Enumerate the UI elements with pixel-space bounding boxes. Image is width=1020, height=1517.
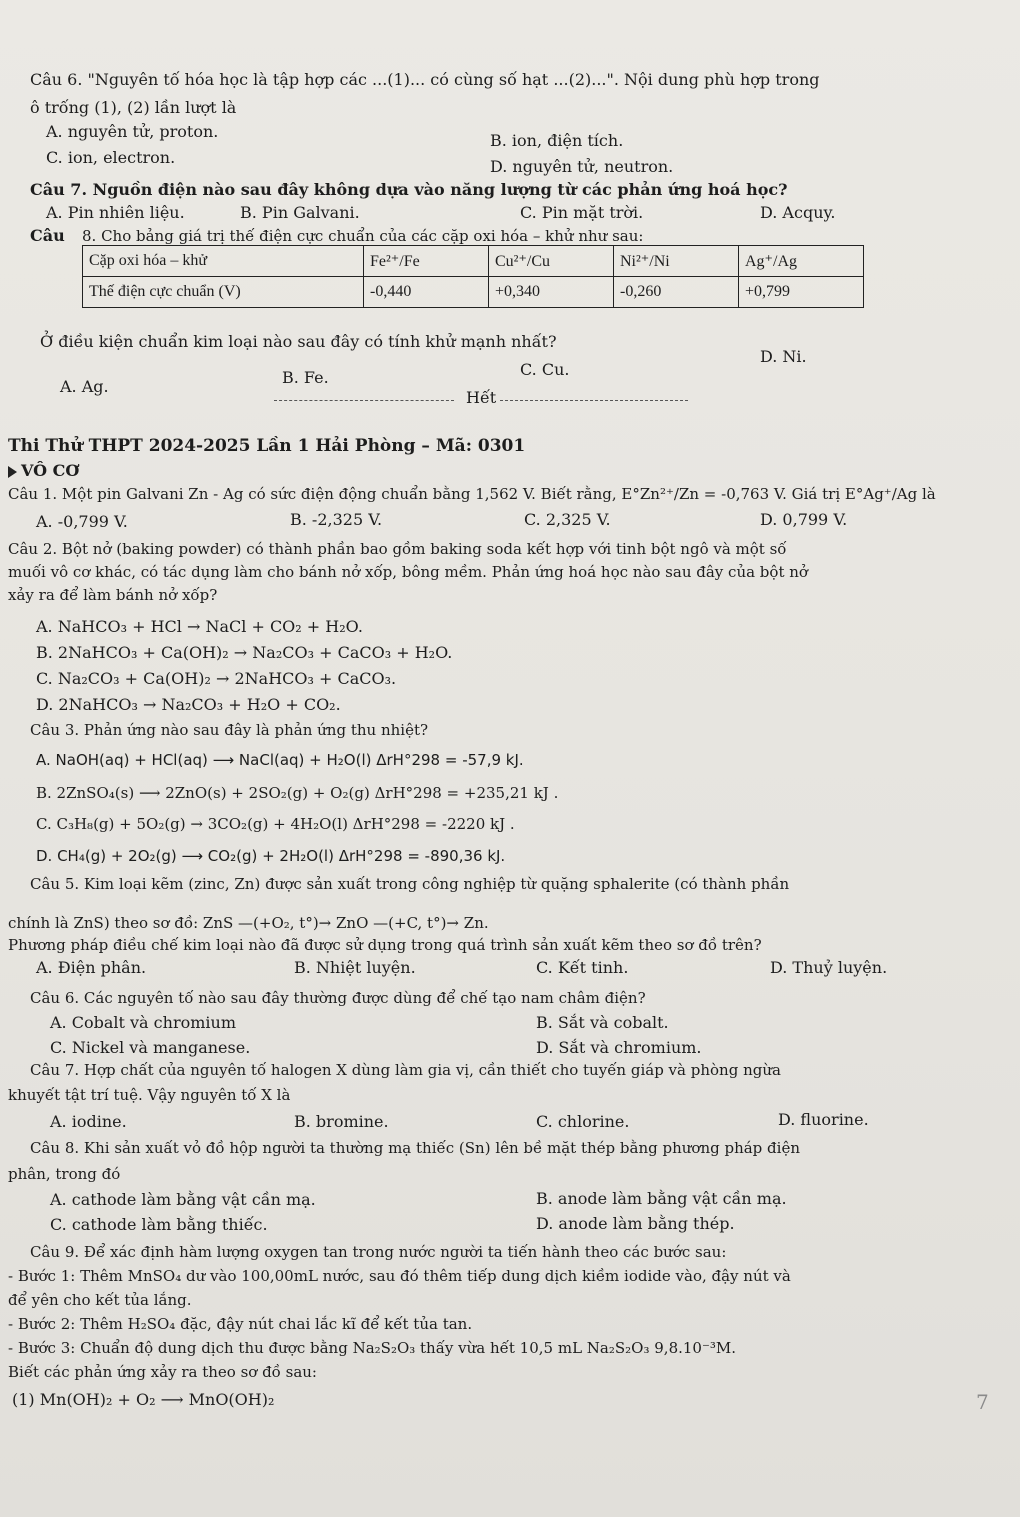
q9-step-3: - Bước 3: Chuẩn độ dung dịch thu được bằng Na₂S₂O₃ thấy vừa hết 10,5 mL Na₂S₂O₃ 9,8.10⁻³M. bbox=[8, 1339, 737, 1357]
q7-option-b: B. bromine. bbox=[294, 1112, 389, 1131]
table-row bbox=[83, 246, 864, 277]
prev-q8-prefix: Câu bbox=[30, 226, 65, 245]
section-heading bbox=[8, 461, 79, 481]
q5-option-a: A. Điện phân. bbox=[36, 958, 147, 977]
q6-option-b: B. Sắt và cobalt. bbox=[536, 1013, 669, 1032]
q3-option-c: C. C₃H₈(g) + 5O₂(g) → 3CO₂(g) + 4H₂O(l) ΔrH°298 = -2220 kJ . bbox=[36, 815, 515, 833]
prev-q8-option-b: B. Fe. bbox=[282, 368, 329, 387]
prev-q6-stem-2: ô trống (1), (2) lần lượt là bbox=[30, 98, 237, 117]
pointer-icon bbox=[8, 466, 17, 478]
q1-stem: Câu 1. Một pin Galvani Zn - Ag có sức điện động chuẩn bằng 1,562 V. Biết rằng, E°Zn²⁺/Zn = -0,763 V. Giá trị E°Ag⁺/Ag là bbox=[8, 485, 936, 503]
q2-option-c: C. Na₂CO₃ + Ca(OH)₂ → 2NaHCO₃ + CaCO₃. bbox=[36, 669, 397, 688]
q9-step-2: - Bước 2: Thêm H₂SO₄ đặc, đậy nút chai lắc kĩ để kết tủa tan. bbox=[8, 1315, 473, 1333]
q5-stem: Câu 5. Kim loại kẽm (zinc, Zn) được sản xuất trong công nghiệp từ quặng sphalerite (có thành phần bbox=[30, 875, 790, 893]
prev-q8-option-a: A. Ag. bbox=[60, 377, 109, 396]
prev-q8-question: Ở điều kiện chuẩn kim loại nào sau đây có tính khử mạnh nhất? bbox=[40, 332, 557, 351]
prev-q7-option-d: D. Acquy. bbox=[760, 203, 836, 222]
prev-q6-option-d: D. nguyên tử, neutron. bbox=[490, 157, 674, 176]
end-divider-left bbox=[274, 400, 454, 401]
q2-option-a: A. NaHCO₃ + HCl → NaCl + CO₂ + H₂O. bbox=[36, 617, 363, 636]
q1-option-b: B. -2,325 V. bbox=[290, 510, 383, 529]
table-cell: Ag⁺/Ag bbox=[739, 246, 864, 277]
q6-stem: Câu 6. Các nguyên tố nào sau đây thường được dùng để chế tạo nam châm điện? bbox=[30, 989, 646, 1007]
prev-q7-option-c: C. Pin mặt trời. bbox=[520, 203, 644, 222]
q5-stem-2: chính là ZnS) theo sơ đồ: ZnS —(+O₂, t°)→ ZnO —(+C, t°)→ Zn. bbox=[8, 914, 489, 932]
q9-note: Biết các phản ứng xảy ra theo sơ đồ sau: bbox=[8, 1363, 317, 1381]
q8-stem: Câu 8. Khi sản xuất vỏ đồ hộp người ta thường mạ thiếc (Sn) lên bề mặt thép bằng phương pháp điện bbox=[30, 1139, 800, 1157]
q8-option-c: C. cathode làm bằng thiếc. bbox=[50, 1215, 268, 1234]
q5-stem-3: Phương pháp điều chế kim loại nào đã được sử dụng trong quá trình sản xuất kẽm theo sơ đồ trên? bbox=[8, 936, 762, 954]
q6-option-a: A. Cobalt và chromium bbox=[50, 1013, 236, 1032]
q9-reaction-1: (1) Mn(OH)₂ + O₂ ⟶ MnO(OH)₂ bbox=[12, 1390, 275, 1409]
table-cell: +0,340 bbox=[489, 277, 614, 308]
q7-stem-2: khuyết tật trí tuệ. Vậy nguyên tố X là bbox=[8, 1086, 291, 1104]
q7-option-d: D. fluorine. bbox=[778, 1110, 869, 1129]
prev-q6-option-c: C. ion, electron. bbox=[46, 148, 176, 167]
q5-option-b: B. Nhiệt luyện. bbox=[294, 958, 416, 977]
table-cell: Fe²⁺/Fe bbox=[364, 246, 489, 277]
q2-stem-2: muối vô cơ khác, có tác dụng làm cho bánh nở xốp, bông mềm. Phản ứng hoá học nào sau đây của bột nở bbox=[8, 563, 808, 581]
q2-option-b: B. 2NaHCO₃ + Ca(OH)₂ → Na₂CO₃ + CaCO₃ + H₂O. bbox=[36, 643, 453, 662]
q3-option-a: A. NaOH(aq) + HCl(aq) ⟶ NaCl(aq) + H₂O(l) ΔrH°298 = -57,9 kJ. bbox=[36, 751, 524, 769]
q7-stem: Câu 7. Hợp chất của nguyên tố halogen X dùng làm gia vị, cần thiết cho tuyến giáp và phòng ngừa bbox=[30, 1061, 781, 1079]
q2-stem: Câu 2. Bột nở (baking powder) có thành phần bao gồm baking soda kết hợp với tinh bột ngô và một số bbox=[8, 540, 787, 558]
table-cell: -0,440 bbox=[364, 277, 489, 308]
q3-option-d: D. CH₄(g) + 2O₂(g) ⟶ CO₂(g) + 2H₂O(l) ΔrH°298 = -890,36 kJ. bbox=[36, 847, 506, 865]
end-divider-right bbox=[500, 400, 688, 401]
q5-option-c: C. Kết tinh. bbox=[536, 958, 629, 977]
prev-q8-option-d: D. Ni. bbox=[760, 347, 807, 366]
table-cell: Cặp oxi hóa – khử bbox=[83, 246, 364, 277]
table-cell: Thế điện cực chuẩn (V) bbox=[83, 277, 364, 308]
table-row bbox=[83, 277, 864, 308]
prev-q7-option-a: A. Pin nhiên liệu. bbox=[46, 203, 185, 222]
q3-stem: Câu 3. Phản ứng nào sau đây là phản ứng thu nhiệt? bbox=[30, 721, 429, 739]
q9-stem: Câu 9. Để xác định hàm lượng oxygen tan trong nước người ta tiến hành theo các bước sau: bbox=[30, 1243, 727, 1261]
table-cell: Cu²⁺/Cu bbox=[489, 246, 614, 277]
q1-option-c: C. 2,325 V. bbox=[524, 510, 611, 529]
q8-stem-2: phân, trong đó bbox=[8, 1165, 121, 1183]
q2-stem-3: xảy ra để làm bánh nở xốp? bbox=[8, 586, 218, 604]
prev-q6-stem: Câu 6. "Nguyên tố hóa học là tập hợp các ...(1)... có cùng số hạt ...(2)...". Nội dung phù hợp trong bbox=[30, 70, 820, 89]
q9-step-1b: để yên cho kết tủa lắng. bbox=[8, 1291, 192, 1309]
table-cell: +0,799 bbox=[739, 277, 864, 308]
exam-title: Thi Thử THPT 2024-2025 Lần 1 Hải Phòng – Mã: 0301 bbox=[8, 436, 526, 456]
prev-q8-stem: 8. Cho bảng giá trị thế điện cực chuẩn của các cặp oxi hóa – khử như sau: bbox=[82, 227, 644, 245]
q7-option-c: C. chlorine. bbox=[536, 1112, 630, 1131]
q8-option-a: A. cathode làm bằng vật cần mạ. bbox=[50, 1190, 316, 1209]
prev-q7-stem: Câu 7. Nguồn điện nào sau đây không dựa vào năng lượng từ các phản ứng hoá học? bbox=[30, 180, 788, 199]
q8-option-b: B. anode làm bằng vật cần mạ. bbox=[536, 1189, 787, 1208]
q1-option-a: A. -0,799 V. bbox=[36, 512, 128, 531]
page-mark: 7 bbox=[976, 1390, 989, 1414]
table-cell: -0,260 bbox=[614, 277, 739, 308]
q6-option-d: D. Sắt và chromium. bbox=[536, 1038, 702, 1057]
section-label: VÔ CƠ bbox=[21, 461, 80, 480]
prev-q7-option-b: B. Pin Galvani. bbox=[240, 203, 360, 222]
q7-option-a: A. iodine. bbox=[50, 1112, 127, 1131]
end-marker: Hết bbox=[466, 388, 497, 407]
electrode-potential-table bbox=[82, 245, 864, 308]
q9-step-1: - Bước 1: Thêm MnSO₄ dư vào 100,00mL nước, sau đó thêm tiếp dung dịch kiềm iodide vào, đậy nút và bbox=[8, 1267, 791, 1285]
prev-q6-option-a: A. nguyên tử, proton. bbox=[46, 122, 219, 141]
q5-option-d: D. Thuỷ luyện. bbox=[770, 958, 888, 977]
prev-q8-option-c: C. Cu. bbox=[520, 360, 570, 379]
q3-option-b: B. 2ZnSO₄(s) ⟶ 2ZnO(s) + 2SO₂(g) + O₂(g) ΔrH°298 = +235,21 kJ . bbox=[36, 784, 559, 802]
q2-option-d: D. 2NaHCO₃ → Na₂CO₃ + H₂O + CO₂. bbox=[36, 695, 341, 714]
q1-option-d: D. 0,799 V. bbox=[760, 510, 848, 529]
table-cell: Ni²⁺/Ni bbox=[614, 246, 739, 277]
prev-q6-option-b: B. ion, điện tích. bbox=[490, 131, 624, 150]
q6-option-c: C. Nickel và manganese. bbox=[50, 1038, 251, 1057]
q8-option-d: D. anode làm bằng thép. bbox=[536, 1214, 735, 1233]
